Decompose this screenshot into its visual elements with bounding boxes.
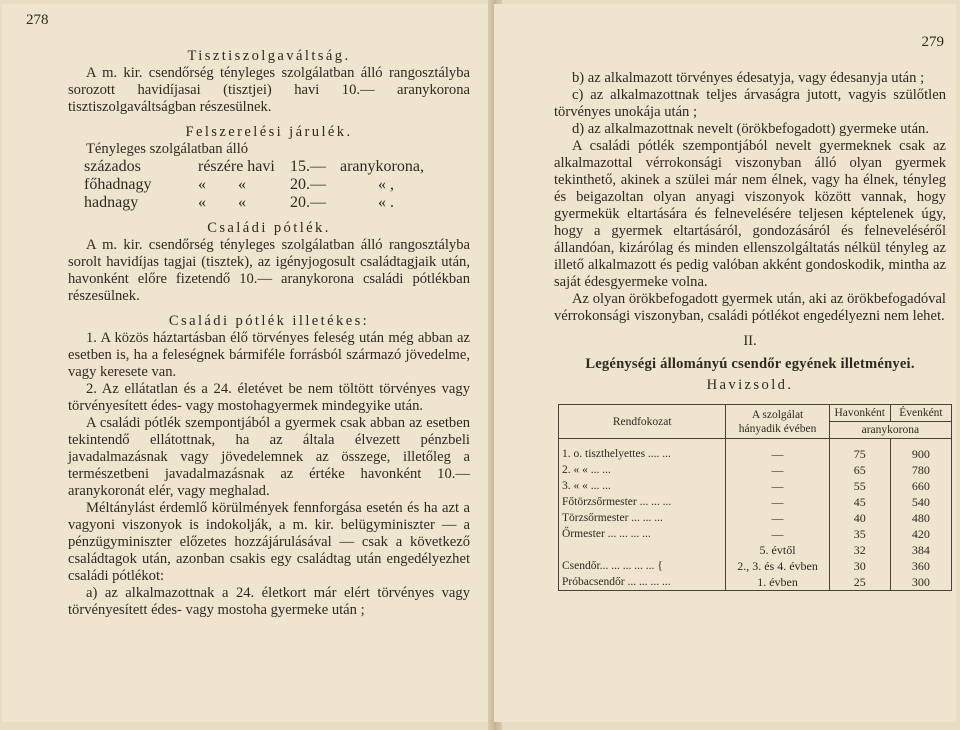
column-header-yearly: Évenként — [890, 405, 951, 422]
paragraph: Az olyan örökbefogadott gyermek után, aki az örökbefogadóval vérrokonsági viszonyban, családi pótlékot engedélyezni nem lehet. — [554, 291, 946, 324]
heading-csaladi-potlek: Családi pótlék. — [207, 220, 331, 236]
section-title: Legénységi állományú csendőr egyének illetményei. — [585, 356, 915, 372]
ditto-mark: « — [238, 176, 246, 193]
section-subtitle: Havizsold. — [706, 377, 794, 393]
cell-monthly: 30 — [829, 558, 890, 574]
cell-yearly: 384 — [890, 542, 951, 558]
cell-yearly: 480 — [890, 510, 951, 526]
cell-rank: 3. « « ... ... — [559, 478, 726, 494]
rank-label: főhadnagy — [84, 176, 152, 193]
cell-yearly: 540 — [890, 494, 951, 510]
column-header-monthly: Havonként — [829, 405, 890, 422]
table-row — [559, 462, 952, 478]
page-number-right: 279 — [921, 34, 944, 50]
table-row — [559, 558, 952, 574]
table-row — [559, 542, 952, 558]
cell-rank: Csendőr... ... ... ... ... { — [559, 558, 726, 574]
cell-monthly: 40 — [829, 510, 890, 526]
cell-monthly: 75 — [829, 439, 890, 463]
cell-monthly: 25 — [829, 574, 890, 591]
cell-monthly: 35 — [829, 526, 890, 542]
cell-yearly: 420 — [890, 526, 951, 542]
allowance-amount: 20.— — [290, 194, 326, 211]
allowance-intro: Tényleges szolgálatban álló — [86, 141, 249, 157]
paragraph: A m. kir. csendőrség tényleges szolgálatban álló rangosztályba sorozott havidíjasai (tisztjei) havi 10.— aranykorona tisztiszolgaváltságban részesülnek. — [68, 65, 470, 115]
ditto-mark: « — [198, 194, 206, 211]
right-page — [494, 4, 956, 722]
cell-yearly: 900 — [890, 439, 951, 463]
paragraph: A m. kir. csendőrség tényleges szolgálatban álló rangosztályba sorolt havidíjas tagjai (tisztek), az igényjogosult családtagjaik után, havonként előre fizetendő 10.— aranykorona családi pótlékban részesülnek. — [68, 237, 470, 304]
paragraph: a) az alkalmazottnak a 24. életkort már elért törvényes vagy törvényesített édes- vagy mostoha gyermeke után ; — [68, 585, 470, 618]
allowance-amount: 15.— — [290, 158, 326, 175]
table-row — [559, 494, 952, 510]
cell-yearly: 780 — [890, 462, 951, 478]
ditto-mark: « — [238, 194, 246, 211]
ditto-mark: « , — [378, 176, 394, 193]
cell-rank: 2. « « ... ... — [559, 462, 726, 478]
cell-rank: Próbacsendőr ... ... ... ... — [559, 574, 726, 591]
cell-service: — — [726, 478, 829, 494]
cell-yearly: 360 — [890, 558, 951, 574]
column-header-rank: Rendfokozat — [559, 405, 726, 439]
cell-service: — — [726, 526, 829, 542]
heading-felszerelesi-jarulek: Felszerelési járulék. — [185, 124, 353, 140]
cell-rank: Törzsőrmester ... ... ... — [559, 510, 726, 526]
cell-rank: 1. o. tiszthelyettes .... ... — [559, 439, 726, 463]
allowance-row — [68, 158, 470, 176]
column-header-service: A szolgálat hányadik évében — [726, 405, 829, 439]
cell-monthly: 32 — [829, 542, 890, 558]
ditto-mark: « . — [378, 194, 394, 211]
paragraph: d) az alkalmazottnak nevelt (örökbefogadott) gyermeke után. — [572, 121, 929, 137]
allowance-text: részére havi — [198, 158, 275, 175]
cell-monthly: 55 — [829, 478, 890, 494]
table-row — [559, 574, 952, 591]
paragraph: b) az alkalmazott törvényes édesatyja, vagy édesanyja után ; — [572, 70, 925, 86]
cell-service: 1. évben — [726, 574, 829, 591]
heading-csaladi-potlek-illetekes: Családi pótlék illetékes: — [168, 313, 370, 329]
table-row — [559, 526, 952, 542]
cell-rank — [559, 542, 726, 558]
allowance-row — [68, 194, 470, 212]
column-header-currency: aranykorona — [829, 422, 951, 439]
left-page — [2, 4, 492, 722]
paragraph: 2. Az ellátatlan és a 24. életévet be nem töltött törvényes vagy törvényesített édes- vagy mostohagyermek mindegyike után. — [68, 381, 470, 414]
cell-monthly: 65 — [829, 462, 890, 478]
paragraph: Méltánylást érdemlő körülmények fennforgása esetén és ha azt a vagyoni viszonyok is indokolják, a m. kir. belügyminiszter — a pénzügyminiszter előzetes hozzájárulásával — csak a következő családtagok után, azonban csakis egy családtag után engedélyezhet családi pótlékot: — [68, 500, 470, 584]
cell-service: 5. évtől — [726, 542, 829, 558]
rank-label: hadnagy — [84, 194, 139, 211]
rank-label: százados — [84, 158, 141, 175]
paragraph: c) az alkalmazottnak teljes árvaságra jutott, vagyis szülőtlen törvényes unokája után ; — [554, 87, 946, 120]
cell-yearly: 300 — [890, 574, 951, 591]
table-row — [559, 510, 952, 526]
ditto-mark: « — [198, 176, 206, 193]
cell-service: — — [726, 494, 829, 510]
cell-service: — — [726, 462, 829, 478]
page-number-left: 278 — [26, 12, 49, 28]
cell-service: — — [726, 439, 829, 463]
paragraph: A családi pótlék szempontjából a gyermek csak abban az esetben tekintendő ellátottnak, ha az általa élvezett pénzbeli javadalmazásnak vagy jövedelemnek az összege, illetőleg a természetbeni javadalmazásnak az értéke havonként 10.— aranykoronát elér, vagy meghalad. — [68, 415, 470, 499]
cell-yearly: 660 — [890, 478, 951, 494]
cell-rank: Őrmester ... ... ... ... — [559, 526, 726, 542]
section-number: II. — [743, 333, 757, 349]
cell-monthly: 45 — [829, 494, 890, 510]
allowance-unit: aranykorona, — [340, 158, 424, 175]
table-row — [559, 439, 952, 463]
cell-service: 2., 3. és 4. évben — [726, 558, 829, 574]
paragraph: 1. A közös háztartásban élő törvényes feleség után még abban az esetben is, ha a feleségnek bármiféle forrásból származó jövedelme, vagy keresete van. — [68, 330, 470, 380]
heading-tisztiszolgavaltsag: Tisztiszolgaváltság. — [187, 48, 351, 64]
cell-service: — — [726, 510, 829, 526]
table-row — [559, 478, 952, 494]
pay-table — [558, 404, 952, 591]
allowance-amount: 20.— — [290, 176, 326, 193]
paragraph: A családi pótlék szempontjából nevelt gyermeknek csak az alkalmazottal vérrokonsági viszonyban álló olyan gyermek tekinthető, akinek a szülei már nem élnek, vagy ha élnek, tényleg és beigazoltan olyan anyagi viszonyok között vannak, hogy gyermekük eltartására és felnevelésére teljesen képtelenek úgy, hogy a gyermek eltartásáról, gondozásáról és felneveléséről állandóan, kizárólag és minden ellenszolgáltatás nélkül tényleg az illető alkalmazott és pedig valóban akként gondoskodik, mintha az saját édesgyermeke volna. — [554, 138, 946, 290]
cell-rank: Főtörzsőrmester ... ... ... — [559, 494, 726, 510]
allowance-row — [68, 176, 470, 194]
